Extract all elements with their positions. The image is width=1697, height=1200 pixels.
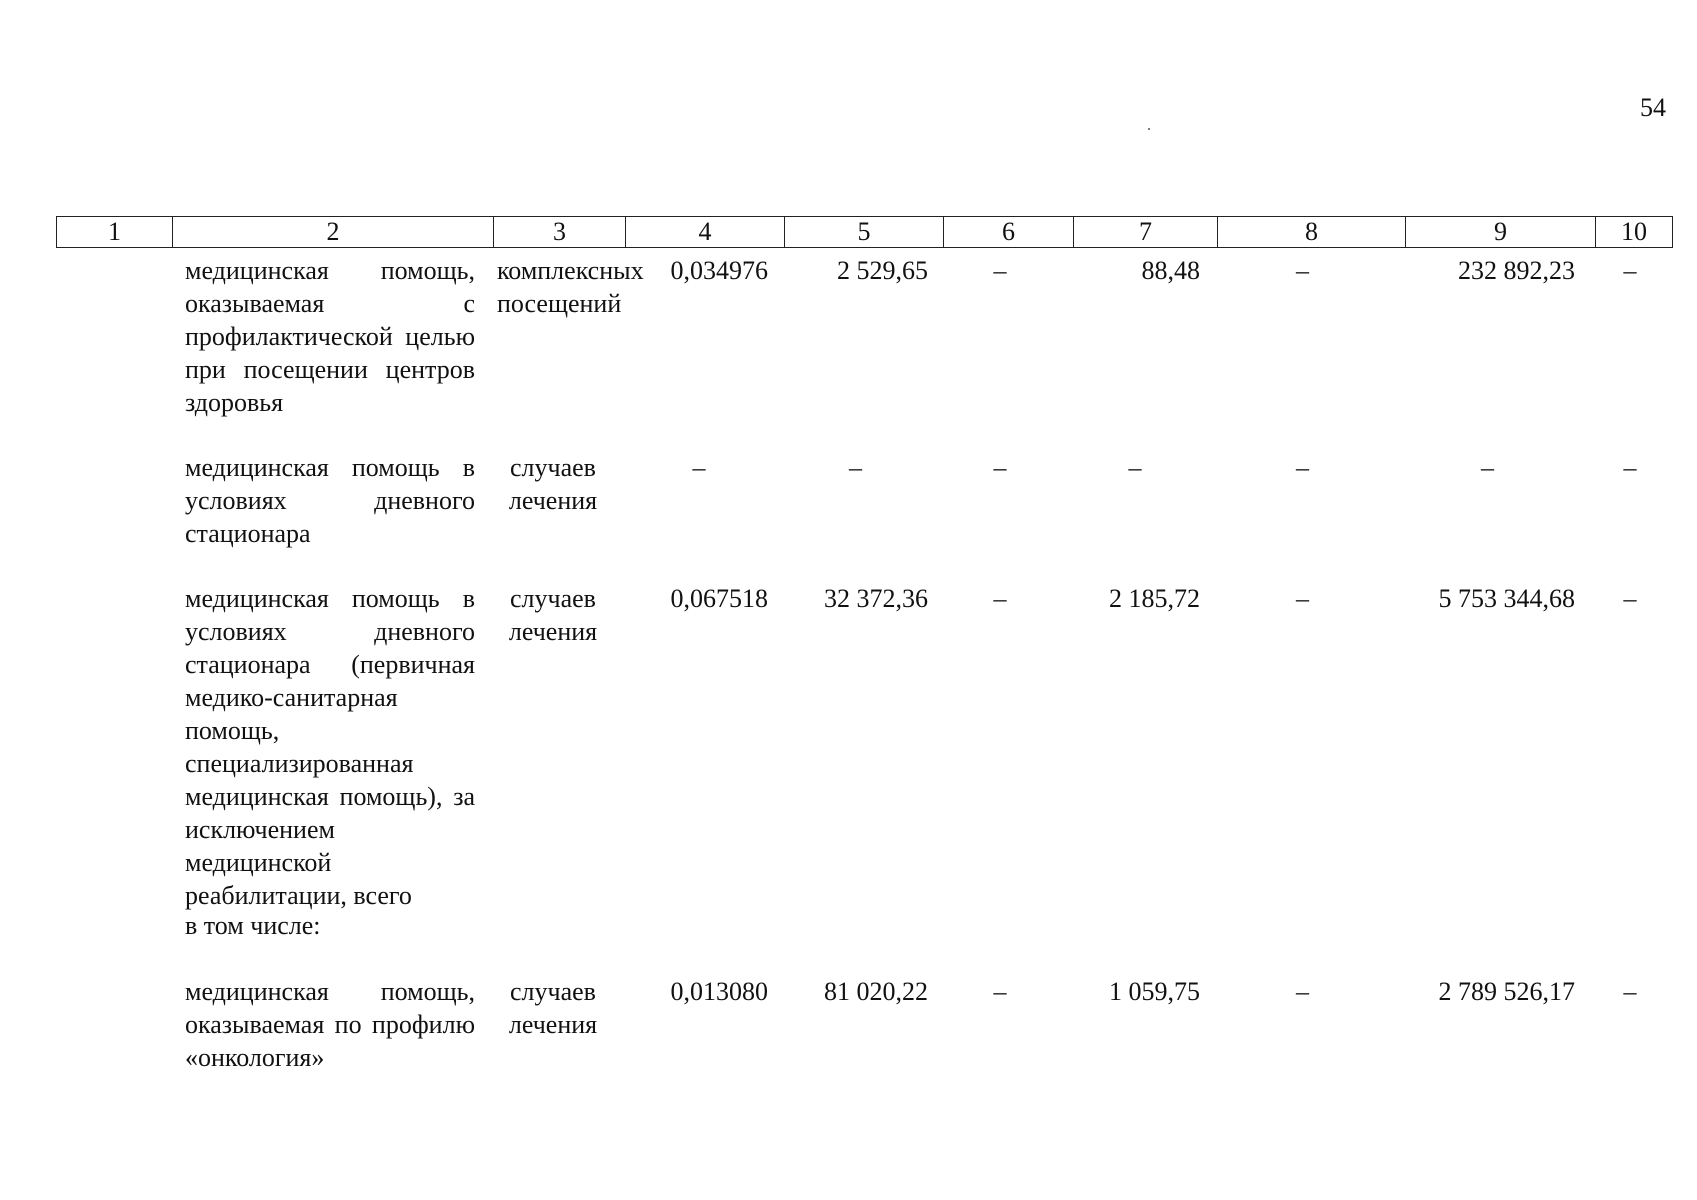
row-description: медицинская помощь в условиях дневного стационара	[185, 453, 475, 548]
row-value-7: 1 059,75	[1109, 977, 1200, 1006]
row-value-10: –	[1623, 584, 1637, 613]
row-description: медицинская помощь, оказываемая по профилю «онкология»	[185, 977, 475, 1072]
header-cell-7: 7	[1073, 216, 1218, 248]
row-value-10: –	[1623, 977, 1637, 1006]
row-value-6: –	[993, 256, 1007, 285]
row-description: в том числе:	[185, 911, 321, 940]
row-description: медицинская помощь, оказываемая с профилактической целью при посещении центров здоровья	[185, 256, 475, 417]
header-cell-9: 9	[1405, 216, 1596, 248]
header-cell-5: 5	[784, 216, 944, 248]
header-cell-8: 8	[1217, 216, 1406, 248]
row-unit: случаев лечения	[508, 584, 598, 646]
row-value-9: –	[1481, 453, 1494, 482]
row-value-7: 88,48	[1141, 256, 1200, 285]
row-value-10: –	[1623, 453, 1637, 482]
row-unit: случаев лечения	[508, 977, 598, 1039]
row-value-4: 0,013080	[670, 977, 768, 1006]
row-unit: случаев лечения	[508, 453, 598, 515]
row-value-7: 2 185,72	[1109, 584, 1200, 613]
header-cell-1: 1	[56, 216, 173, 248]
scan-speck	[1148, 128, 1150, 130]
row-value-10: –	[1623, 256, 1637, 285]
row-value-6: –	[993, 977, 1007, 1006]
header-cell-10: 10	[1595, 216, 1673, 248]
row-value-8: –	[1296, 977, 1309, 1006]
page-number: 54	[1640, 93, 1666, 122]
row-unit: комплексных посещений	[497, 256, 644, 318]
header-cell-6: 6	[943, 216, 1074, 248]
table-header-row	[56, 216, 1673, 250]
row-value-5: 2 529,65	[837, 256, 928, 285]
row-description: медицинская помощь в условиях дневного стационара (первичная медико-санитарная помощь, специализированная медицинская помощь), за исключением медицинской реабилитации, всего	[185, 584, 475, 910]
row-value-6: –	[993, 584, 1007, 613]
row-value-6: –	[993, 453, 1007, 482]
row-value-4: 0,034976	[670, 256, 768, 285]
row-value-4: –	[692, 453, 706, 482]
row-value-8: –	[1296, 584, 1309, 613]
row-value-7: –	[1128, 453, 1142, 482]
row-value-9: 2 789 526,17	[1438, 977, 1575, 1006]
header-cell-3: 3	[493, 216, 626, 248]
row-value-9: 5 753 344,68	[1438, 584, 1575, 613]
row-value-5: 81 020,22	[824, 977, 928, 1006]
row-value-8: –	[1296, 256, 1309, 285]
row-value-4: 0,067518	[670, 584, 768, 613]
row-value-5: –	[849, 453, 862, 482]
row-value-5: 32 372,36	[824, 584, 928, 613]
header-cell-2: 2	[172, 216, 494, 248]
header-cell-4: 4	[625, 216, 785, 248]
row-value-8: –	[1296, 453, 1309, 482]
row-value-9: 232 892,23	[1458, 256, 1575, 285]
